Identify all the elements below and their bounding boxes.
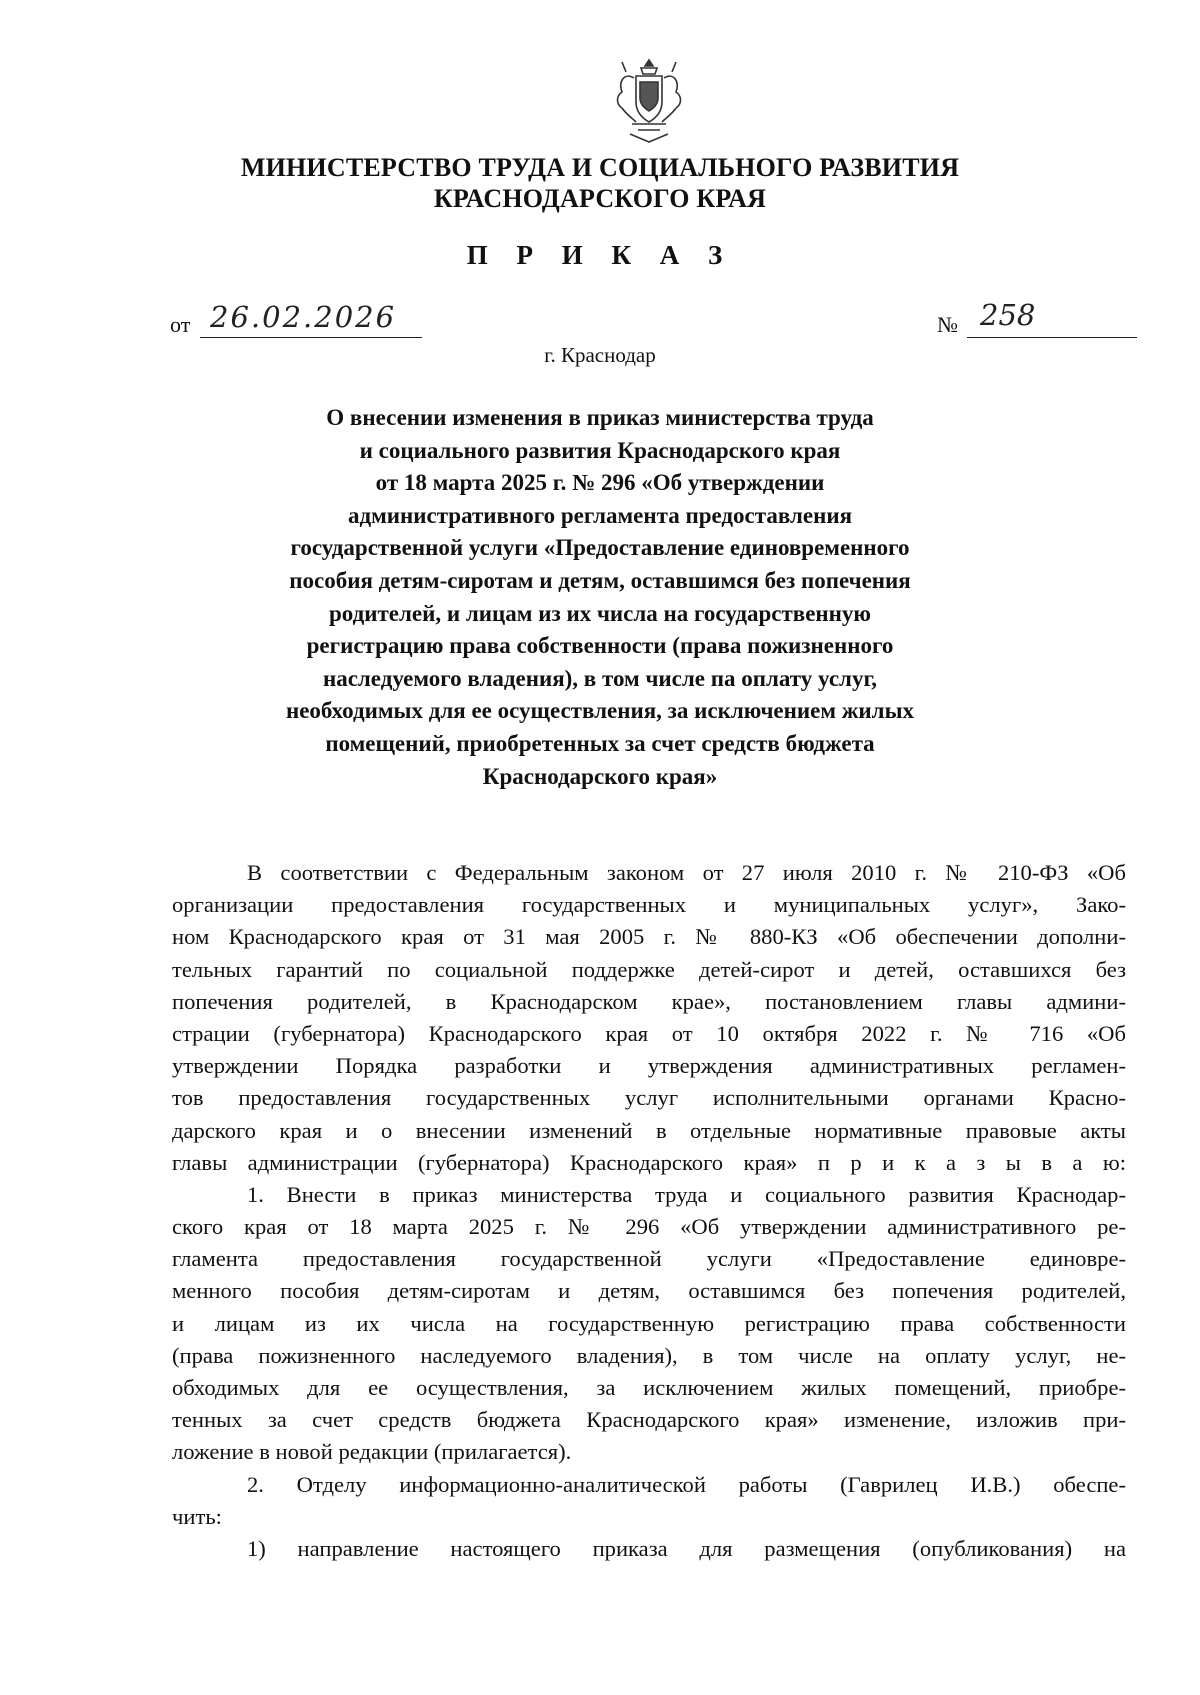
heading-line: государственной услуги «Предоставление единовременного	[290, 535, 910, 561]
body-line: организации предоставления государственных и муниципальных услуг», Зако-	[172, 892, 1126, 918]
body-line: тов предоставления государственных услуг исполнительными органами Красно-	[172, 1085, 1126, 1111]
body-line: 1. Внести в приказ министерства труда и социального развития Краснодар-	[247, 1181, 1126, 1207]
body-line: тенных за счет средств бюджета Краснодарского края» изменение, изложив при-	[172, 1407, 1126, 1433]
body-line: попечения родителей, в Краснодарском крае», постановлением главы админи-	[172, 988, 1126, 1014]
body-line: тельных гарантий по социальной поддержке детей-сирот и детей, оставшихся без	[172, 956, 1126, 982]
body-line: гламента предоставления государственной услуги «Предоставление единовре-	[172, 1246, 1126, 1272]
date-label: от	[170, 312, 191, 337]
body-line: и лицам из их числа на государственную регистрацию права собственности	[172, 1310, 1126, 1336]
heading-line: О внесении изменения в приказ министерства труда	[326, 405, 874, 430]
heading-line: Краснодарского края»	[482, 763, 718, 789]
number-underline	[967, 337, 1137, 338]
body-line: главы администрации (губернатора) Краснодарского края» п р и к а з ы в а ю:	[172, 1149, 1126, 1175]
body-line: (права пожизненного наследуемого владения), в том числе на оплату услуг, не-	[172, 1342, 1126, 1368]
document-body	[172, 857, 1126, 1565]
body-line: ложение в новой редакции (прилагается).	[172, 1439, 572, 1465]
number-label: №	[937, 312, 958, 337]
body-line: менного пособия детям-сиротам и детям, оставшимся без попечения родителей,	[172, 1278, 1126, 1304]
coat-of-arms-icon	[614, 58, 684, 146]
heading-line: помещений, приобретенных за счет средств бюджета	[325, 730, 875, 756]
body-line: 2. Отделу информационно-аналитической работы (Гаврилец И.В.) обеспе-	[247, 1471, 1126, 1497]
body-line: утверждении Порядка разработки и утверждения административных регламен-	[172, 1053, 1126, 1079]
body-line: В соответствии с Федеральным законом от 27 июля 2010 г. № 210-ФЗ «Об	[247, 860, 1126, 885]
heading-line: административного регламента предоставления	[347, 502, 853, 528]
body-line: ского края от 18 марта 2025 г. № 296 «Об утверждении административного ре-	[172, 1214, 1126, 1240]
document-heading	[240, 402, 960, 793]
document-type: П Р И К А З	[466, 240, 734, 270]
body-line: ном Краснодарского края от 31 мая 2005 г. № 880-КЗ «Об обеспечении дополни-	[172, 924, 1126, 950]
heading-line: родителей, и лицам из их числа на государственную	[328, 600, 872, 626]
body-line: чить:	[172, 1503, 222, 1529]
heading-line: наследуемого владения), в том числе па оплату услуг,	[322, 665, 878, 691]
body-line: дарского края и о внесении изменений в отдельные нормативные правовые акты	[172, 1117, 1126, 1143]
city-line: г. Краснодар	[544, 343, 656, 367]
body-line: страции (губернатора) Краснодарского края от 10 октября 2022 г. № 716 «Об	[172, 1020, 1126, 1046]
heading-line: и социального развития Краснодарского края	[359, 437, 841, 463]
handwritten-date: 26.02.2026	[210, 300, 397, 334]
ministry-name-line1: МИНИСТЕРСТВО ТРУДА И СОЦИАЛЬНОГО РАЗВИТИЯ	[240, 153, 960, 182]
body-line: обходимых для ее осуществления, за исключением жилых помещений, приобре-	[172, 1375, 1126, 1400]
heading-line: регистрацию права собственности (права пожизненного	[306, 633, 894, 659]
heading-line: необходимых для ее осуществления, за исключением жилых	[285, 698, 915, 724]
heading-line: пособия детям-сиротам и детям, оставшимся без попечения	[289, 567, 911, 593]
heading-line: от 18 марта 2025 г. № 296 «Об утверждении	[375, 470, 825, 496]
ministry-name-line2: КРАСНОДАРСКОГО КРАЯ	[433, 184, 767, 213]
body-line: 1) направление настоящего приказа для размещения (опубликования) на	[247, 1535, 1126, 1561]
handwritten-number: 258	[980, 298, 1036, 332]
date-underline	[200, 337, 422, 338]
